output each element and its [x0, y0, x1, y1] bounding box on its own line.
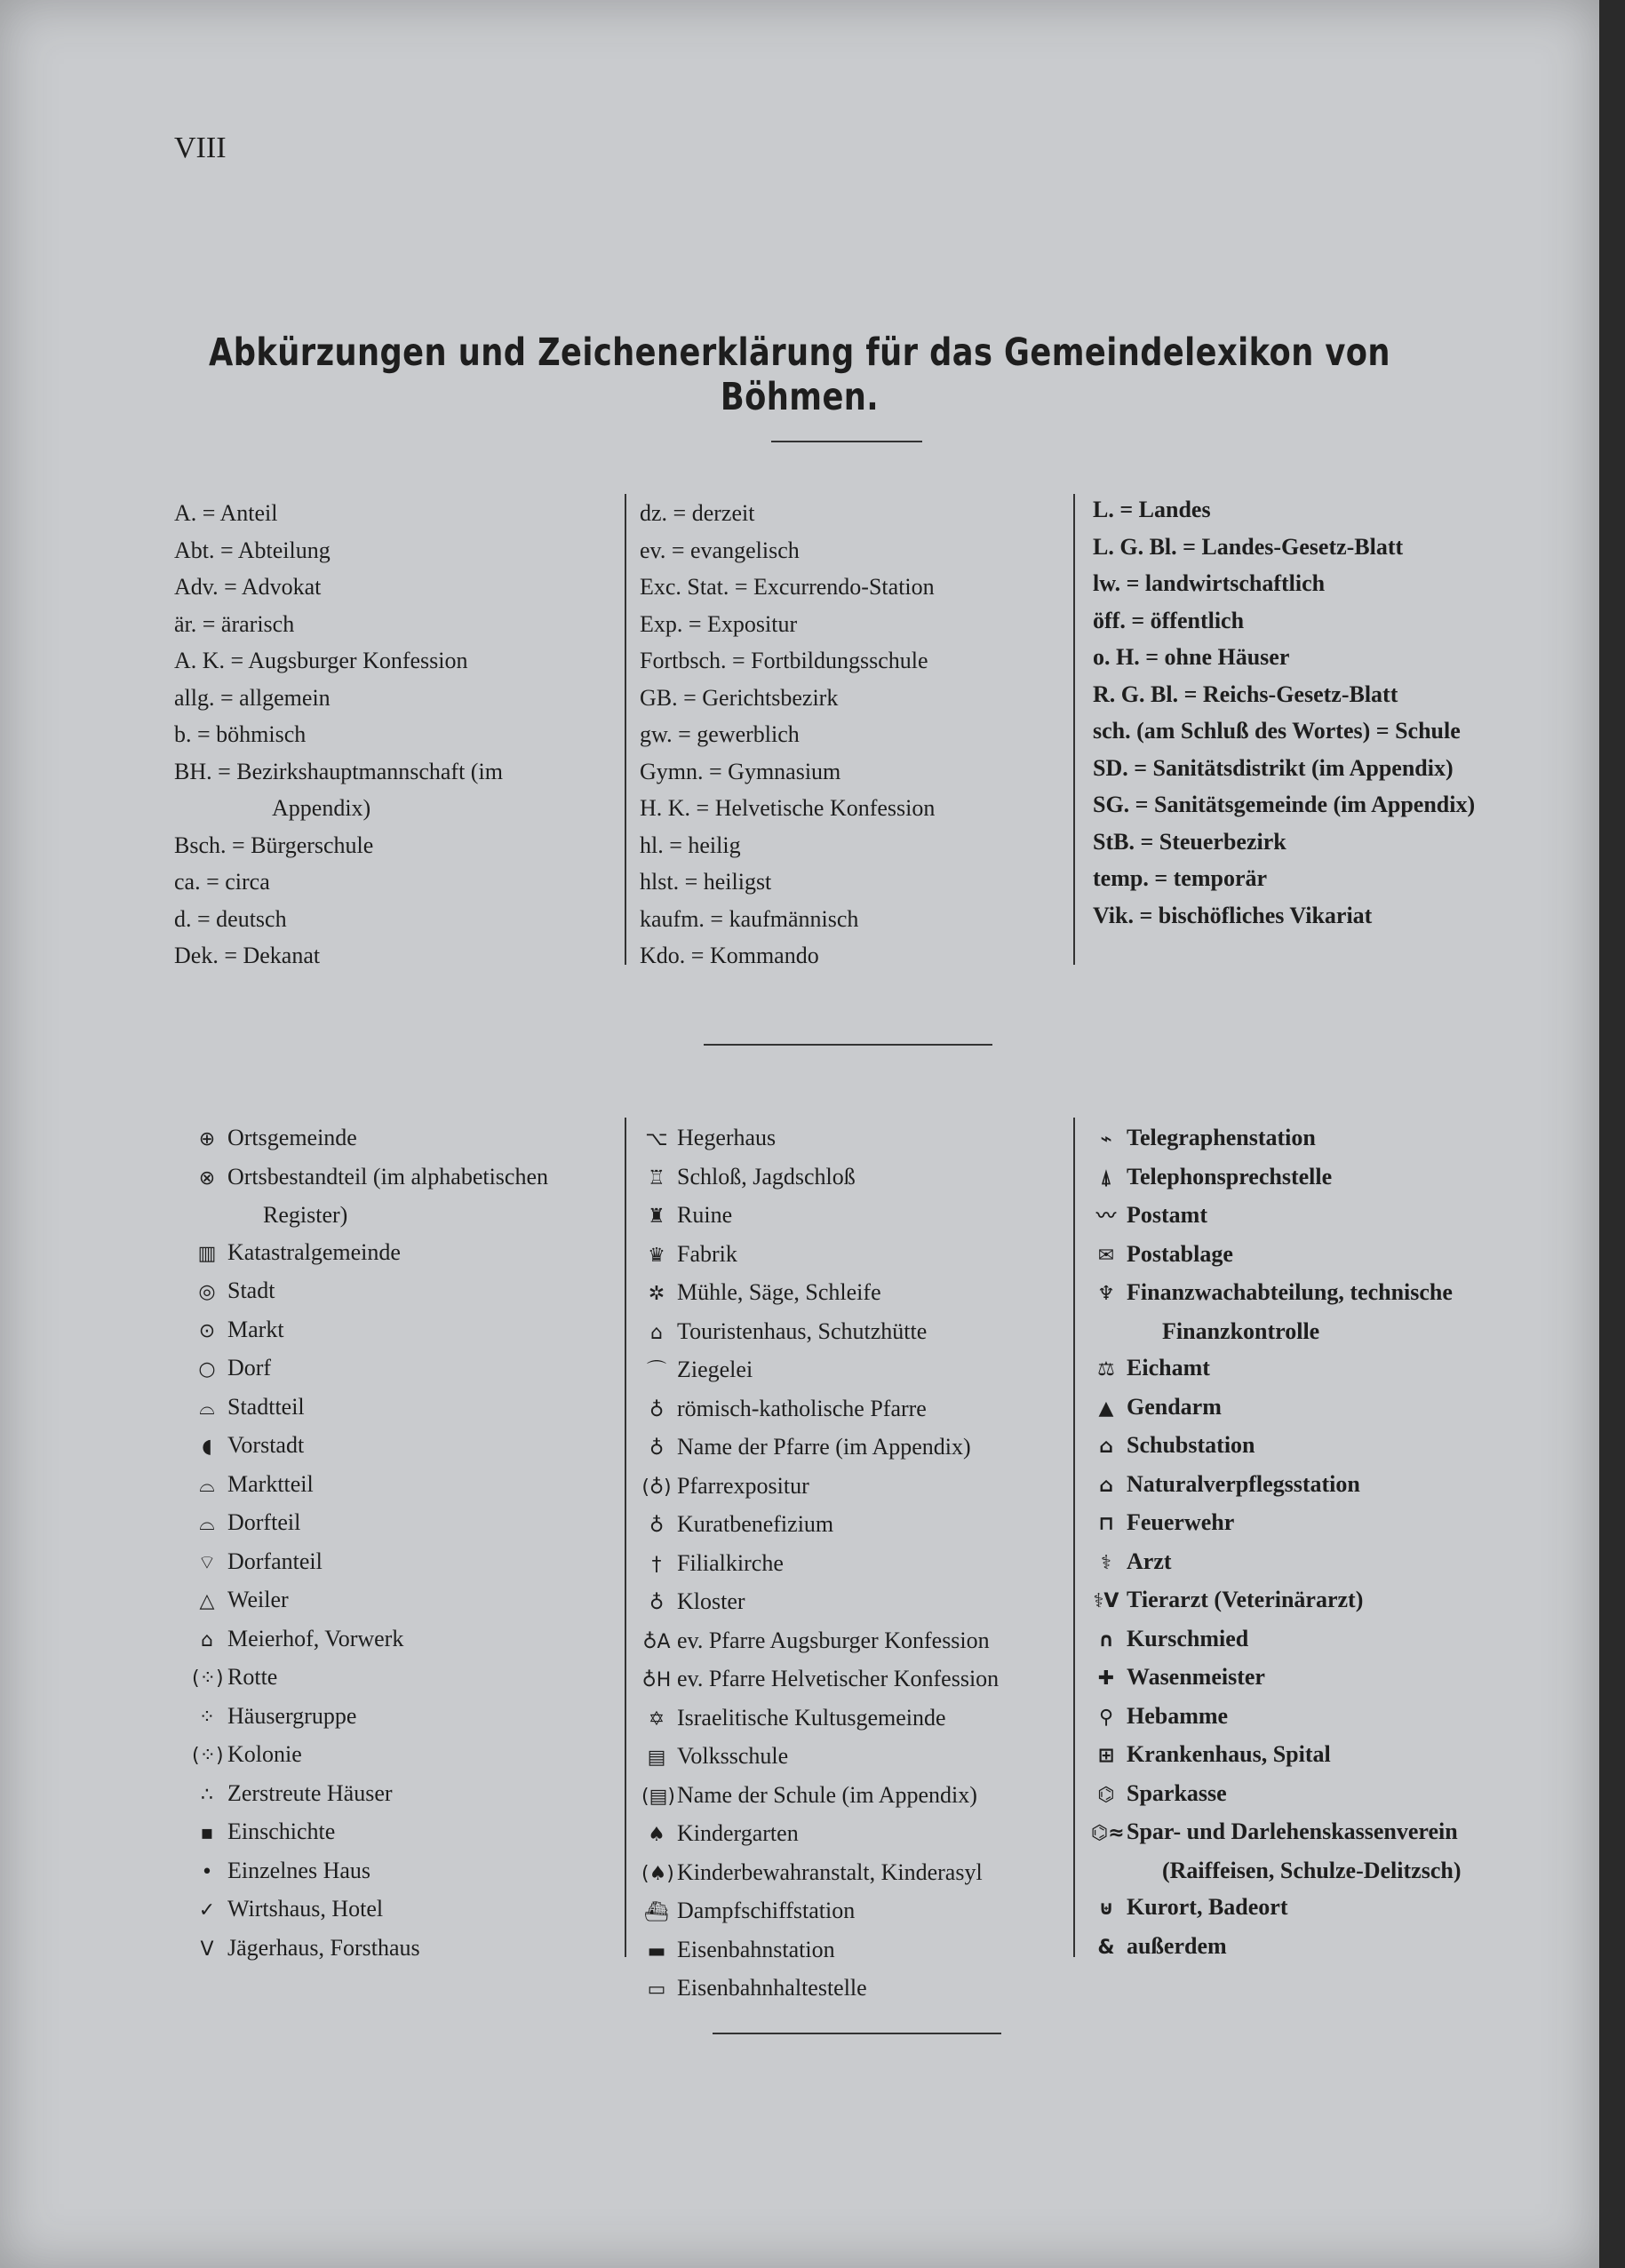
legend-entry	[1091, 1736, 1461, 1775]
abbreviations-column-2	[640, 495, 935, 975]
legend-entry	[192, 1234, 548, 1273]
legend-label: Sparkasse	[1127, 1779, 1227, 1806]
legend-entry	[641, 1583, 999, 1622]
legend-label: Zerstreute Häuser	[227, 1779, 393, 1806]
legend-entry	[1091, 1197, 1461, 1236]
legend-label: Meierhof, Vorwerk	[227, 1625, 404, 1651]
legend-label: Telephonsprechstelle	[1127, 1163, 1333, 1190]
abbreviation-entry: öff. = öffentlich	[1093, 607, 1245, 633]
legend-label: (Raiffeisen, Schulze-Delitzsch)	[1162, 1857, 1462, 1883]
legend-symbol-icon: ♁	[649, 1515, 665, 1537]
legend-symbol-icon: Ⅴ	[200, 1938, 214, 1961]
legend-label: Dampfschiffstation	[677, 1898, 856, 1923]
legend-label: Israelitische Kultusgemeinde	[677, 1704, 946, 1731]
legend-entry	[1091, 1389, 1461, 1428]
legend-entry	[641, 1236, 999, 1275]
abbreviation-entry: kaufm. = kaufmännisch	[640, 905, 859, 932]
legend-symbol-icon: ⌂	[1099, 1436, 1113, 1458]
legend-entry	[641, 1622, 999, 1661]
legend-label: ev. Pfarre Helvetischer Konfession	[677, 1666, 1000, 1691]
legend-symbol-icon: ♁	[649, 1398, 665, 1421]
legend-label: Einschichte	[227, 1818, 336, 1844]
abbreviation-entry: ca. = circa	[174, 869, 270, 895]
legend-label: Einzelnes Haus	[227, 1857, 371, 1883]
legend-entry	[1091, 1543, 1461, 1582]
legend-symbol-icon: (♠)	[641, 1862, 674, 1885]
legend-symbol-icon: ✲	[648, 1283, 665, 1305]
abbreviation-entry: allg. = allgemein	[174, 684, 331, 711]
legend-entry	[192, 1466, 548, 1505]
legend-symbol-icon: ♠	[648, 1824, 665, 1846]
legend-symbol-icon: ∴	[201, 1783, 213, 1806]
abbreviation-entry: Dek. = Dekanat	[174, 943, 321, 968]
legend-label: Rotte	[227, 1664, 278, 1690]
legend-symbol-icon: ∩	[1098, 1628, 1114, 1651]
abbreviation-entry: Exp. = Expositur	[640, 610, 798, 637]
legend-symbol-icon: ▥	[197, 1242, 217, 1265]
legend-label: Ruine	[677, 1202, 733, 1228]
legend-entry	[192, 1349, 548, 1389]
legend-entry	[641, 1892, 999, 1931]
legend-symbol-icon: ⊞	[1097, 1745, 1115, 1767]
legend-label: Wirtshaus, Hotel	[227, 1896, 384, 1922]
abbreviation-entry: hlst. = heiligst	[640, 869, 772, 895]
legend-label: Register)	[263, 1202, 348, 1228]
legend-label: Kloster	[677, 1588, 745, 1614]
abbreviation-entry: L. = Landes	[1093, 497, 1211, 522]
abbreviation-entry: temp. = temporär	[1093, 865, 1268, 891]
column-divider	[625, 1118, 626, 1957]
legend-entry	[641, 1468, 999, 1507]
legend-symbol-icon: (⁘)	[192, 1745, 224, 1767]
legend-symbol-icon: ✡	[648, 1707, 665, 1731]
legend-entry	[641, 1777, 999, 1816]
legend-symbol-icon: ▭	[647, 1978, 666, 2001]
abbreviation-entry: A. K. = Augsburger Konfession	[174, 648, 468, 673]
legend-entry	[1091, 1852, 1461, 1890]
legend-entry	[192, 1389, 548, 1428]
legend-entry	[192, 1197, 548, 1234]
legend-label: Arzt	[1127, 1548, 1172, 1574]
abbreviation-entry: Vik. = bischöfliches Vikariat	[1093, 902, 1373, 928]
legend-symbol-icon: (▤)	[641, 1785, 675, 1808]
legend-symbol-icon: †	[651, 1553, 662, 1576]
legend-label: Kindergarten	[677, 1820, 799, 1846]
legend-symbol-icon: ⁘	[198, 1706, 216, 1729]
legend-symbol-icon: ⚕V	[1093, 1590, 1119, 1612]
legend-symbol-icon: ♛	[648, 1244, 665, 1267]
legend-label: Häusergruppe	[227, 1702, 357, 1729]
abbreviation-entry: dz. = derzeit	[640, 500, 755, 526]
bottom-divider	[713, 2033, 1001, 2034]
legend-symbol-icon: ♜	[648, 1206, 665, 1228]
legend-symbol-icon: ⊓	[1098, 1513, 1114, 1535]
legend-symbol-icon: ⌓	[199, 1513, 215, 1535]
legend-label: Jägerhaus, Forsthaus	[227, 1934, 420, 1961]
legend-label: Dorfteil	[227, 1509, 301, 1535]
legend-entry	[192, 1311, 548, 1350]
abbreviation-entry: R. G. Bl. = Reichs-Gesetz-Blatt	[1093, 680, 1398, 707]
legend-entry	[641, 1506, 999, 1545]
legend-label: Weiler	[227, 1587, 289, 1612]
legend-symbol-icon: ✉	[1097, 1244, 1115, 1267]
legend-symbol-icon: △	[199, 1590, 215, 1612]
legend-symbol-icon: ✚	[1097, 1667, 1115, 1690]
legend-entry	[641, 1815, 999, 1854]
legend-entry	[641, 1545, 999, 1584]
legend-symbol-icon: ⌓	[199, 1474, 215, 1497]
legend-symbol-icon: (⁘)	[192, 1667, 224, 1690]
legend-label: Hebamme	[1127, 1702, 1229, 1729]
abbreviation-entry: Abt. = Abteilung	[174, 537, 331, 563]
legend-entry	[641, 1390, 999, 1429]
column-divider	[1073, 494, 1075, 965]
legend-entry	[641, 1970, 999, 2009]
legend-entry	[1091, 1349, 1461, 1389]
legend-symbol-icon: ⍋	[1100, 1166, 1112, 1190]
abbreviation-entry: Appendix)	[272, 795, 371, 821]
page-title: Abkürzungen und Zeichenerklärung für das Gemeindelexikon von Böhmen.	[209, 330, 1390, 419]
legend-entry	[641, 1313, 999, 1352]
legend-label: Krankenhaus, Spital	[1127, 1741, 1331, 1767]
legend-entry	[1091, 1427, 1461, 1466]
legend-entry	[641, 1931, 999, 1970]
legend-label: Schubstation	[1127, 1432, 1255, 1458]
legend-label: Kuratbenefizium	[677, 1511, 834, 1537]
legend-symbol-icon: ⊕	[198, 1128, 216, 1150]
legend-entry	[192, 1620, 548, 1659]
title-divider	[771, 441, 922, 442]
legend-symbol-icon: ♁H	[641, 1669, 672, 1691]
legend-entry	[1091, 1659, 1461, 1698]
legend-symbol-icon: ⚲	[1098, 1706, 1114, 1729]
legend-symbol-icon: ✓	[198, 1899, 216, 1922]
legend-label: Spar- und Darlehenskassenverein	[1127, 1818, 1458, 1844]
legend-symbol-icon: ⌓	[199, 1397, 215, 1420]
legend-entry	[641, 1119, 999, 1158]
abbreviation-entry: gw. = gewerblich	[640, 721, 800, 747]
abbreviations-column-1	[174, 495, 503, 975]
legend-entry	[192, 1581, 548, 1620]
legend-label: Stadt	[227, 1277, 275, 1303]
legend-symbol-icon: ⊗	[198, 1166, 216, 1190]
legend-column-3	[1091, 1119, 1461, 1966]
abbreviation-entry: SG. = Sanitätsgemeinde (im Appendix)	[1093, 792, 1476, 817]
legend-entry	[1091, 1928, 1461, 1967]
legend-symbol-icon: ◖	[202, 1436, 212, 1458]
legend-entry	[641, 1274, 999, 1313]
legend-entry	[641, 1158, 999, 1198]
legend-label: Kolonie	[227, 1741, 302, 1767]
legend-entry	[1091, 1620, 1461, 1659]
legend-label: Kinderbewahranstalt, Kinderasyl	[677, 1858, 983, 1885]
legend-label: Wasenmeister	[1127, 1664, 1265, 1690]
legend-label: ev. Pfarre Augsburger Konfession	[677, 1627, 990, 1653]
abbreviation-entry: StB. = Steuerbezirk	[1093, 828, 1286, 855]
abbreviation-entry: o. H. = ohne Häuser	[1093, 644, 1290, 670]
legend-label: Kurschmied	[1127, 1625, 1249, 1651]
legend-label: Telegraphenstation	[1127, 1125, 1316, 1150]
abbreviation-entry: Exc. Stat. = Excurrendo-Station	[640, 574, 935, 600]
legend-symbol-icon: ♆	[1097, 1283, 1115, 1305]
column-divider	[1073, 1118, 1075, 1957]
legend-label: Stadtteil	[227, 1393, 305, 1420]
legend-label: Markt	[227, 1316, 284, 1342]
legend-symbol-icon: ⌔	[197, 1551, 217, 1574]
legend-symbol-icon: ⌒	[646, 1360, 666, 1382]
legend-label: Finanzwachabteilung, technische	[1127, 1279, 1453, 1305]
legend-entry	[192, 1158, 548, 1198]
legend-symbol-icon: 〰	[1095, 1206, 1116, 1228]
legend-label: Eichamt	[1127, 1355, 1210, 1381]
abbreviation-entry: b. = böhmisch	[174, 721, 307, 747]
legend-label: Feuerwehr	[1127, 1509, 1235, 1535]
legend-symbol-icon: ⌥	[645, 1128, 668, 1150]
legend-symbol-icon: ⚖	[1097, 1358, 1115, 1381]
legend-entry	[192, 1890, 548, 1930]
legend-label: Ortsgemeinde	[227, 1125, 357, 1150]
abbreviation-entry: H. K. = Helvetische Konfession	[640, 795, 936, 821]
legend-entry	[1091, 1236, 1461, 1275]
legend-entry	[641, 1428, 999, 1468]
legend-entry	[1091, 1158, 1461, 1198]
legend-label: Name der Schule (im Appendix)	[677, 1781, 977, 1808]
legend-entry	[192, 1775, 548, 1814]
legend-symbol-icon: ▲	[1098, 1397, 1114, 1420]
legend-entry	[1091, 1274, 1461, 1313]
legend-symbol-icon: •	[201, 1860, 213, 1883]
legend-symbol-icon: ◎	[198, 1281, 216, 1303]
legend-symbol-icon: ♖	[648, 1166, 665, 1190]
legend-entry	[1091, 1466, 1461, 1505]
legend-entry	[192, 1659, 548, 1698]
legend-label: Dorf	[227, 1355, 272, 1381]
legend-symbol-icon: ♁A	[642, 1630, 671, 1653]
legend-entry	[192, 1852, 548, 1891]
legend-label: römisch-katholische Pfarre	[677, 1395, 927, 1421]
page-number: VIII	[174, 131, 227, 164]
legend-entry	[641, 1699, 999, 1739]
legend-label: Katastralgemeinde	[227, 1238, 401, 1265]
legend-entry	[192, 1119, 548, 1158]
legend-entry	[1091, 1313, 1461, 1350]
legend-entry	[192, 1930, 548, 1969]
legend-entry	[192, 1813, 548, 1852]
abbreviation-entry: Bsch. = Bürgerschule	[174, 832, 374, 858]
legend-label: Vorstadt	[227, 1432, 305, 1458]
legend-label: Eisenbahnstation	[677, 1936, 835, 1962]
legend-label: Tierarzt (Veterinärarzt)	[1127, 1587, 1364, 1612]
legend-entry	[192, 1272, 548, 1311]
column-divider	[625, 494, 626, 965]
legend-label: Filialkirche	[677, 1549, 784, 1576]
legend-symbol-icon: ⌁	[1100, 1128, 1112, 1150]
abbreviation-entry: Fortbsch. = Fortbildungsschule	[640, 648, 928, 673]
legend-entry	[192, 1543, 548, 1582]
legend-symbol-icon: (♁)	[641, 1476, 672, 1499]
legend-entry	[641, 1351, 999, 1390]
legend-label: Touristenhaus, Schutzhütte	[677, 1317, 928, 1344]
legend-symbol-icon: ⌂	[650, 1321, 663, 1344]
legend-symbol-icon: ⚕	[1101, 1551, 1111, 1574]
legend-symbol-icon: ▤	[647, 1747, 666, 1769]
legend-column-1	[192, 1119, 548, 1968]
legend-symbol-icon: ⛴	[644, 1901, 669, 1923]
legend-entry	[192, 1736, 548, 1775]
abbreviation-entry: L. G. Bl. = Landes-Gesetz-Blatt	[1093, 533, 1404, 560]
legend-label: Ziegelei	[677, 1357, 753, 1382]
legend-label: Dorfanteil	[227, 1548, 323, 1574]
abbreviation-entry: Gymn. = Gymnasium	[640, 758, 841, 784]
legend-entry	[1091, 1698, 1461, 1737]
legend-symbol-icon: ⌂	[1099, 1474, 1113, 1497]
legend-label: Marktteil	[227, 1470, 314, 1497]
legend-label: Mühle, Säge, Schleife	[677, 1279, 881, 1305]
legend-entry	[192, 1504, 548, 1543]
legend-entry	[641, 1660, 999, 1699]
legend-entry	[641, 1738, 999, 1777]
legend-label: Kurort, Badeort	[1127, 1894, 1288, 1920]
abbreviation-entry: GB. = Gerichtsbezirk	[640, 684, 839, 711]
legend-symbol-icon: ▬	[647, 1939, 666, 1962]
legend-label: Ortsbestandteil (im alphabetischen	[227, 1163, 549, 1190]
legend-label: Schloß, Jagdschloß	[677, 1163, 856, 1190]
legend-entry	[1091, 1889, 1461, 1928]
legend-label: Hegerhaus	[677, 1125, 777, 1150]
legend-label: außerdem	[1127, 1932, 1227, 1959]
legend-label: Naturalverpflegsstation	[1127, 1470, 1360, 1497]
legend-entry	[641, 1854, 999, 1893]
abbreviation-entry: SD. = Sanitätsdistrikt (im Appendix)	[1093, 754, 1454, 781]
abbreviation-entry: lw. = landwirtschaftlich	[1093, 570, 1326, 596]
legend-label: Pfarrexpositur	[677, 1472, 809, 1499]
legend-symbol-icon: ⌂	[201, 1628, 213, 1651]
abbreviation-entry: d. = deutsch	[174, 905, 287, 932]
legend-symbol-icon: ⌬	[1097, 1783, 1115, 1806]
section-divider	[704, 1044, 992, 1046]
legend-entry	[1091, 1119, 1461, 1158]
legend-entry	[192, 1427, 548, 1466]
legend-label: Name der Pfarre (im Appendix)	[677, 1434, 971, 1460]
legend-label: Finanzkontrolle	[1162, 1317, 1320, 1344]
legend-entry	[1091, 1775, 1461, 1814]
legend-label: Volksschule	[677, 1743, 789, 1769]
legend-symbol-icon: ⌬≈	[1091, 1822, 1125, 1844]
legend-symbol-icon: ○	[198, 1358, 216, 1381]
legend-entry	[641, 1197, 999, 1236]
abbreviation-entry: Adv. = Advokat	[174, 574, 322, 600]
abbreviations-column-3	[1093, 491, 1475, 934]
legend-symbol-icon: ▪	[200, 1822, 214, 1844]
abbreviation-entry: BH. = Bezirkshauptmannschaft (im	[174, 758, 503, 784]
legend-entry	[1091, 1581, 1461, 1620]
abbreviation-entry: A. = Anteil	[174, 500, 278, 526]
legend-symbol-icon: &	[1097, 1936, 1115, 1959]
abbreviation-entry: hl. = heilig	[640, 832, 741, 858]
legend-symbol-icon: ⊎	[1098, 1898, 1114, 1920]
legend-label: Postablage	[1127, 1240, 1233, 1267]
legend-symbol-icon: ⊙	[198, 1319, 216, 1342]
legend-entry	[1091, 1504, 1461, 1543]
legend-label: Eisenbahnhaltestelle	[677, 1975, 867, 2001]
legend-label: Gendarm	[1127, 1393, 1222, 1420]
legend-entry	[1091, 1813, 1461, 1852]
abbreviation-entry: är. = ärarisch	[174, 610, 295, 637]
legend-label: Postamt	[1127, 1202, 1207, 1228]
abbreviation-entry: sch. (am Schluß des Wortes) = Schule	[1093, 718, 1461, 744]
legend-symbol-icon: ♁	[649, 1592, 665, 1614]
legend-label: Fabrik	[677, 1240, 737, 1267]
legend-symbol-icon: ♁	[649, 1437, 665, 1460]
legend-column-2	[641, 1119, 999, 2009]
abbreviation-entry: ev. = evangelisch	[640, 537, 800, 563]
abbreviation-entry: Kdo. = Kommando	[640, 943, 819, 968]
legend-entry	[192, 1698, 548, 1737]
